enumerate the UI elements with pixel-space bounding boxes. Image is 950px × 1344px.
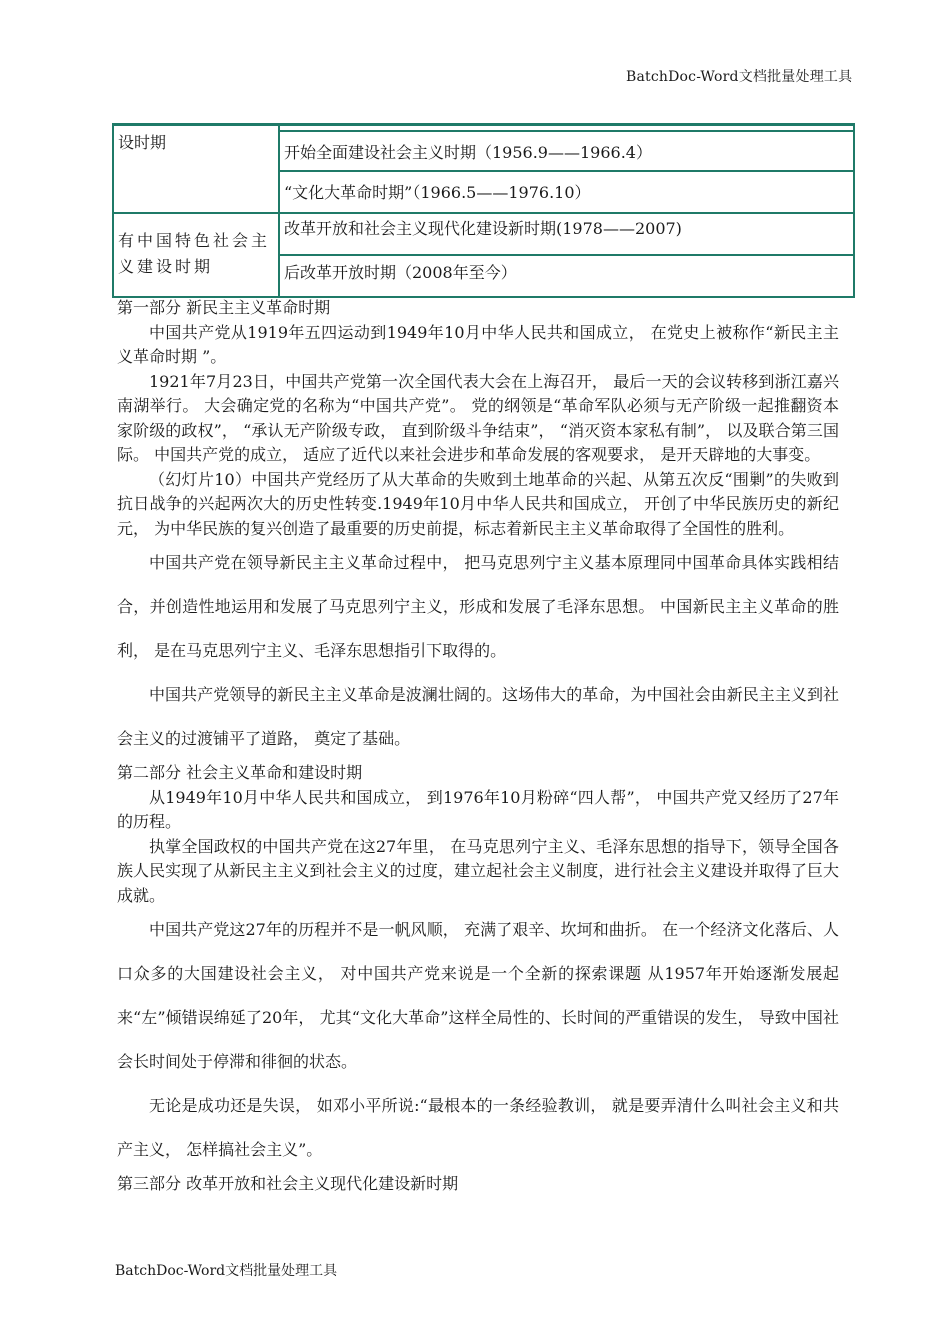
- paragraph: 中国共产党领导的新民主主义革命是波澜壮阔的。这场伟大的革命，为中国社会由新民主主义到社会主义的过渡铺平了道路， 奠定了基础。: [117, 685, 839, 748]
- paragraph: 中国共产党这27年的历程并不是一帆风顺， 充满了艰辛、坎坷和曲折。 在一个经济文化落后、人口众多的大国建设社会主义， 对中国共产党来说是一个全新的探索课题 从1957年开始逐渐发展起来“左”倾错误绵延了20年， 尤其“文化大革命”这样全局性的、长时间的严重错误的发生， 导致中国社会长时间处于停滞和徘徊的状态。: [117, 920, 839, 1071]
- section-heading-part-one: 第一部分 新民主主义革命时期: [117, 298, 331, 317]
- section-heading-part-two: 第二部分 社会主义革命和建设时期: [117, 763, 363, 782]
- paragraph: 从1949年10月中华人民共和国成立， 到1976年10月粉碎“四人帮”， 中国共产党又经历了27年的历程。: [117, 787, 839, 831]
- paragraph: 执掌全国政权的中国共产党在这27年里， 在马克思列宁主义、毛泽东思想的指导下，领导全国各族人民实现了从新民主主义到社会主义的过度，建立起社会主义制度，进行社会主义建设并取得了巨大成就。: [117, 836, 839, 905]
- paragraph: 1921年7月23日，中国共产党第一次全国代表大会在上海召开， 最后一天的会议转移到浙江嘉兴南湖举行。 大会确定党的名称为“中国共产党”。 党的纲领是“革命军队必须与无产阶级一起推翻资本家阶级的政权”， “承认无产阶级专政， 直到阶级斗争结束”， “消灭资本家私有制”， 以及联合第三国际。 中国共产党的成立， 适应了近代以来社会进步和革命发展的客观要求， 是开天辟地的大事变。: [117, 371, 839, 464]
- page-footer: BatchDoc-Word文档批量处理工具: [115, 1263, 338, 1279]
- table-cell-row-2: “文化大革命时期”（1966.5——1976.10）: [278, 170, 855, 214]
- section-heading-part-three: 第三部分 改革开放和社会主义现代化建设新时期: [117, 1174, 459, 1193]
- table-cell-row-4: 后改革开放时期（2008年至今）: [278, 254, 855, 298]
- table-cell-row-3: 改革开放和社会主义现代化建设新时期(1978——2007): [278, 212, 855, 256]
- period-table: [112, 123, 855, 298]
- document-body: [117, 296, 839, 1197]
- paragraph: 中国共产党在领导新民主主义革命过程中， 把马克思列宁主义基本原理同中国革命具体实践相结合，并创造性地运用和发展了马克思列宁主义，形成和发展了毛泽东思想。 中国新民主主义革命的胜利， 是在马克思列宁主义、毛泽东思想指引下取得的。: [117, 553, 839, 660]
- paragraph: 中国共产党从1919年五四运动到1949年10月中华人民共和国成立， 在党史上被称作“新民主主义革命时期 ”。: [117, 322, 839, 366]
- table-cell-construction-period: 设时期: [112, 124, 280, 214]
- page-header: BatchDoc-Word文档批量处理工具: [626, 69, 853, 85]
- table-cell-socialism-with-chinese-characteristics: 有中国特色社会主义建设时期: [112, 212, 280, 298]
- paragraph: 无论是成功还是失误， 如邓小平所说:“最根本的一条经验教训， 就是要弄清什么叫社会主义和共产主义， 怎样搞社会主义”。: [117, 1096, 839, 1159]
- paragraph: （幻灯片10）中国共产党经历了从大革命的失败到土地革命的兴起、从第五次反“围剿”的失败到抗日战争的兴起两次大的历史性转变.1949年10月中华人民共和国成立， 开创了中华民族历史的新纪元， 为中华民族的复兴创造了最重要的历史前提，标志着新民主主义革命取得了全国性的胜利。: [117, 469, 839, 538]
- table-cell-row-1: 开始全面建设社会主义时期（1956.9——1966.4）: [278, 130, 855, 172]
